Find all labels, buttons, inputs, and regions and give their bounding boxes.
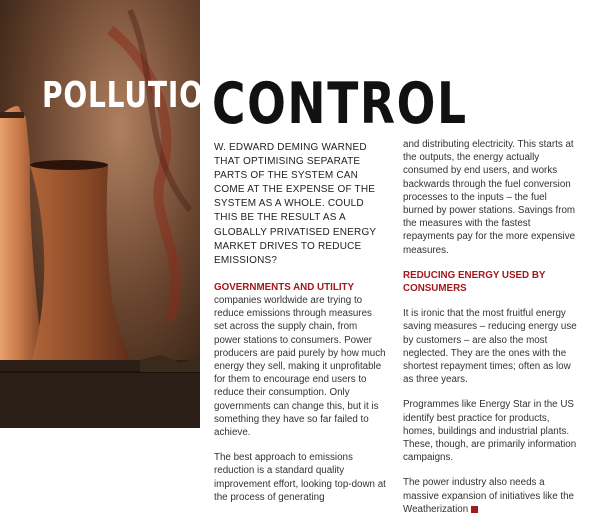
column-2-paragraph-3: Programmes like Energy Star in the US identify best practice for products, homes, buildings and industrial plants. These, though, are primarily information campaigns. — [403, 399, 577, 464]
column-2-paragraph-2: It is ironic that the most fruitful energy saving measures – reducing energy use by customers – are also the most neglected. They are the ones with the shortest repayment times; often as low as three years. — [403, 308, 577, 386]
column-2-paragraph-4 — [403, 476, 577, 516]
end-mark-icon — [471, 506, 478, 513]
article-column-2 — [403, 138, 577, 528]
article-lead: W. EDWARD DEMING WARNED THAT OPTIMISING SEPARATE PARTS OF THE SYSTEM CAN COME AT THE EXPENSE OF THE SYSTEM AS A WHOLE. COULD THIS BE THE RESULT AS A GLOBALLY PRIVATISED ENERGY MARKET DRIVES TO REDUCE EMISSIONS? — [214, 142, 377, 266]
headline-right-word: CONTROL — [212, 71, 468, 137]
section-subheading: REDUCING ENERGY USED BY CONSUMERS — [403, 269, 546, 295]
cooling-towers-photo — [0, 0, 200, 428]
article-column-1 — [214, 141, 386, 516]
headline-left-word: POLLUTION — [42, 75, 229, 116]
paragraph-4-text: The power industry also needs a massive expansion of initiatives like the Weatherization — [403, 477, 574, 515]
run-in-heading: GOVERNMENTS AND UTILITY — [214, 281, 355, 293]
article-paragraph-2: The best approach to emissions reduction is a standard quality improvement effort, looking top-down at the process of generating — [214, 452, 386, 503]
column-2-paragraph-1: and distributing electricity. This starts at the outputs, the energy actually consumed by end users, and works backwards through the fuel conversion processes to the inputs – the fuel burned by power stations. Savings from the measures with the fastest repayments pay for the more expensive measures. — [403, 139, 576, 256]
article-paragraph-1 — [214, 281, 386, 439]
paragraph-1-body: companies worldwide are trying to reduce emissions through measures set across the supply chain, from power stations to consumers. Power producers are paid purely by how much energy they sell, making it unprofitable for them to encourage end users to reduce their consumption. Only governments can change this, but it is something they have so far failed to achieve. — [214, 295, 386, 439]
cooling-towers-illustration — [0, 0, 200, 428]
